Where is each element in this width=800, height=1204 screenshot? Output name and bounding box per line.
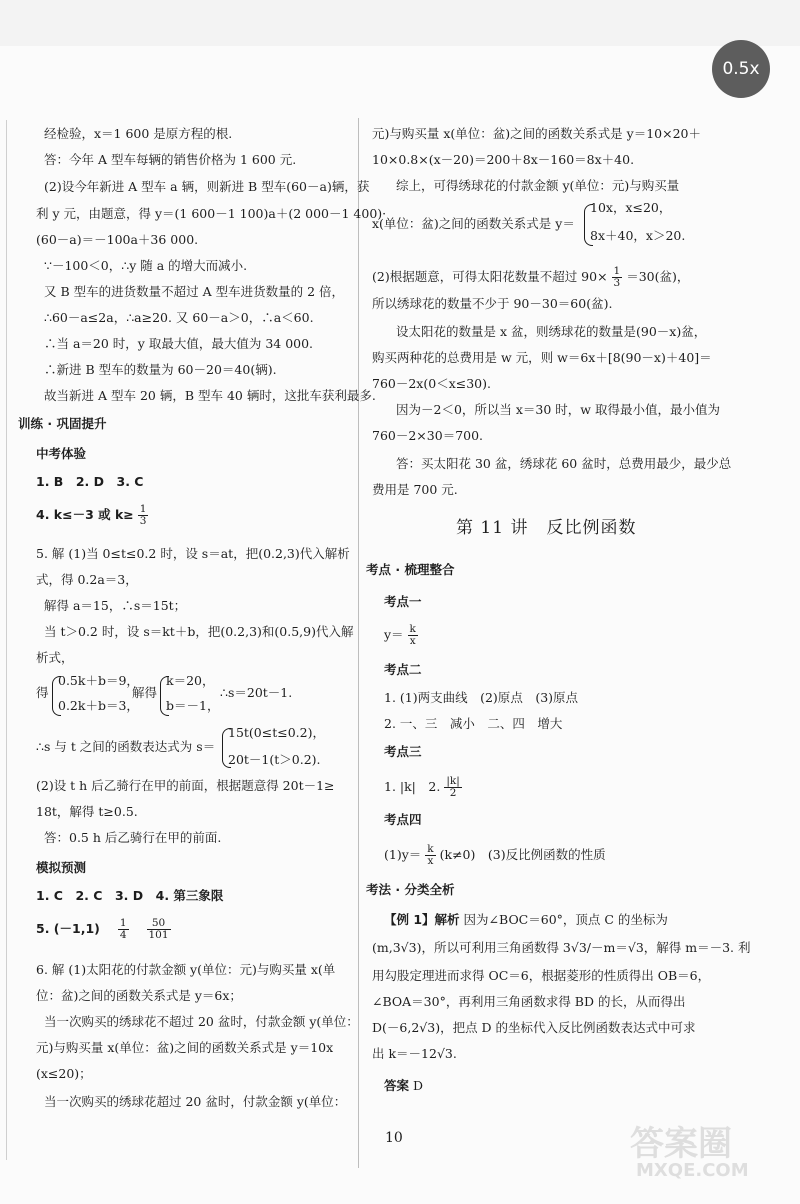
- text-line: 元)与购买量 x(单位：盆)之间的函数关系式是 y＝10x: [36, 1040, 334, 1055]
- text-span: ＝30(盆)，: [626, 269, 690, 284]
- text-line: [384, 912, 668, 928]
- equation: 10x，x≤20，: [590, 200, 672, 215]
- text-line: 760－2×30＝700.: [372, 428, 484, 443]
- text-line: 设太阳花的数量是 x 盆，则绣球花的数量是(90－x)盆，: [396, 324, 707, 339]
- text-span: 1. |k| 2.: [384, 779, 441, 794]
- answer-label: 答案: [384, 1078, 410, 1093]
- answer-line: 1. C 2. C 3. D 4. 第三象限: [36, 888, 224, 903]
- answer-line: [36, 504, 148, 527]
- text-line: 答：今年 A 型车每辆的销售价格为 1 600 元.: [44, 152, 297, 167]
- text-line: ∴60－a≤2a，∴a≥20. 又 60－a＞0，∴a＜60.: [44, 310, 314, 325]
- viewer-topbar: [0, 0, 800, 46]
- text-line: 18t，解得 t≥0.5.: [36, 804, 138, 819]
- text-line: 解得: [132, 685, 158, 700]
- answer-value: D: [413, 1078, 424, 1093]
- text-line: ∴s 与 t 之间的函数表达式为 s＝: [36, 739, 216, 754]
- text-line: 解得 a＝15，∴s＝15t；: [44, 598, 187, 613]
- text-line: ∴当 a＝20 时，y 取最大值，最大值为 34 000.: [44, 336, 314, 351]
- answer-text: 4. k≤－3 或 k≥: [36, 507, 134, 522]
- text-line: (2)设 t h 后乙骑行在甲的前面，根据题意得 20t－1≥: [36, 778, 335, 793]
- fraction: $\frac{k}{x}$: [409, 623, 416, 647]
- text-line: 购买两种花的总费用是 w 元，则 w＝6x＋[8(90－x)＋40]＝: [372, 350, 712, 365]
- text-line: 10×0.8×(x－20)＝200＋8x－160＝8x＋40.: [372, 152, 635, 167]
- text-line: 故当新进 A 型车 20 辆，B 型车 40 辆时，这批车获利最多.: [44, 388, 376, 403]
- text-line: (m,3√3)，所以可利用三角函数得 3√3/－m＝√3，解得 m＝－3. 利: [372, 940, 751, 955]
- watermark-site: MXQE.COM: [636, 1160, 749, 1181]
- text-line: 用勾股定理进而求得 OC＝6，根据菱形的性质得出 OB＝6，: [372, 968, 711, 983]
- text-line: ∴新进 B 型车的数量为 60－20＝40(辆).: [44, 362, 277, 377]
- text-line: 760－2x(0＜x≤30).: [372, 376, 491, 391]
- lecture-title: 第 11 讲 反比例函数: [456, 518, 637, 538]
- fraction: $\frac{1}{3}$: [613, 265, 621, 289]
- text-span: y＝: [384, 627, 404, 642]
- fraction: $\frac{1}{3}$: [139, 503, 147, 527]
- equation: 0.5k＋b＝9，: [58, 673, 139, 688]
- answer-line: [36, 918, 171, 941]
- text-line: 式，得 0.2a＝3，: [36, 572, 138, 587]
- fraction: $\frac{|k|}{2}$: [446, 775, 460, 799]
- example-tag: 【例 1】解析: [384, 912, 460, 927]
- text-span: (1)y＝: [384, 847, 422, 862]
- text-line: 经检验，x＝1 600 是原方程的根.: [44, 126, 233, 141]
- fraction: $\frac{50}{101}$: [148, 917, 169, 941]
- subsection-heading: 考点三: [384, 744, 422, 759]
- text-span: (k≠0) (3)反比例函数的性质: [439, 847, 606, 862]
- subsection-heading: 考点二: [384, 662, 422, 677]
- subsection-heading: 模拟预测: [36, 860, 87, 875]
- formula-line: [384, 624, 418, 647]
- subsection-heading: 中考体验: [36, 446, 87, 461]
- document-page: [0, 100, 800, 1204]
- answer-line: [384, 1078, 423, 1094]
- text-line: ∠BOA＝30°，再利用三角函数求得 BD 的长，从而得出: [372, 994, 686, 1009]
- text-line: (2)设今年新进 A 型车 a 辆，则新进 B 型车(60－a)辆，获: [44, 179, 370, 194]
- text-line: 利 y 元，由题意，得 y＝(1 600－1 100)a＋(2 000－1 400)·: [36, 206, 387, 221]
- text-line: ∵－100＜0，∴y 随 a 的增大而减小.: [44, 258, 248, 273]
- text-line: (60－a)＝－100a＋36 000.: [36, 232, 199, 247]
- text-line: 元)与购买量 x(单位：盆)之间的函数关系式是 y＝10×20＋: [372, 126, 701, 141]
- text-line: 当一次购买的绣球花不超过 20 盆时，付款金额 y(单位：: [44, 1014, 359, 1029]
- equation: 0.2k＋b＝3，: [58, 698, 139, 713]
- text-line: 费用是 700 元.: [372, 482, 458, 497]
- text-span: 因为∠BOC＝60°，顶点 C 的坐标为: [463, 912, 668, 927]
- equation: 8x＋40，x＞20.: [590, 228, 686, 243]
- equation: 15t(0≤t≤0.2)，: [228, 725, 325, 740]
- watermark-logo: 答案圈: [630, 1124, 732, 1164]
- text-line: 得: [36, 685, 49, 700]
- text-line: ∴s＝20t－1.: [220, 685, 293, 700]
- fraction: $\frac{k}{x}$: [427, 843, 434, 867]
- section-heading: 考点 · 梳理整合: [366, 562, 455, 577]
- column-divider: [358, 118, 359, 1168]
- equation: k＝20，: [166, 673, 215, 688]
- zoom-badge[interactable]: 0.5x: [712, 40, 770, 98]
- fraction: $\frac{1}{4}$: [119, 917, 127, 941]
- text-line: D(－6,2√3)，把点 D 的坐标代入反比例函数表达式中可求: [372, 1020, 696, 1035]
- text-line: 位：盆)之间的函数关系式是 y＝6x；: [36, 988, 242, 1003]
- text-line: 析式，: [36, 650, 74, 665]
- text-line: 因为－2＜0，所以当 x＝30 时，w 取得最小值，最小值为: [396, 402, 720, 417]
- text-line: 答：买太阳花 30 盆，绣球花 60 盆时，总费用最少，最少总: [396, 456, 732, 471]
- text-line: 当一次购买的绣球花超过 20 盆时，付款金额 y(单位：: [44, 1094, 347, 1109]
- text-line: 所以绣球花的数量不少于 90－30＝60(盆).: [372, 296, 613, 311]
- text-line: (x≤20)；: [36, 1066, 92, 1081]
- text-line: 当 t＞0.2 时，设 s＝kt＋b，把(0.2,3)和(0.5,9)代入解: [44, 624, 354, 639]
- text-line: 又 B 型车的进货数量不超过 A 型车进货数量的 2 倍，: [44, 284, 345, 299]
- text-line: 答：0.5 h 后乙骑行在甲的前面.: [44, 830, 222, 845]
- text-line: [372, 266, 689, 289]
- text-line: x(单位：盆)之间的函数关系式是 y＝: [372, 216, 575, 231]
- section-heading: 训练 · 巩固提升: [18, 416, 107, 431]
- text-span: (2)根据题意，可得太阳花数量不超过 90×: [372, 269, 608, 284]
- answer-text: 5. (－1,1): [36, 921, 100, 936]
- equation: 20t－1(t＞0.2).: [228, 752, 321, 767]
- text-line: 出 k＝－12√3.: [372, 1046, 457, 1061]
- text-line: 综上，可得绣球花的付款金额 y(单位：元)与购买量: [396, 178, 680, 193]
- answer-line: [384, 776, 462, 799]
- page-number: 10: [385, 1130, 403, 1146]
- text-line: 5. 解 (1)当 0≤t≤0.2 时，设 s＝at，把(0.2,3)代入解析: [36, 546, 350, 561]
- answer-line: [384, 844, 606, 867]
- left-margin-rule: [6, 120, 7, 1160]
- equation: b＝－1，: [166, 698, 220, 713]
- subsection-heading: 考点四: [384, 812, 422, 827]
- subsection-heading: 考点一: [384, 594, 422, 609]
- answer-line: 1. B 2. D 3. C: [36, 474, 144, 489]
- answer-line: 1. (1)两支曲线 (2)原点 (3)原点: [384, 690, 579, 705]
- section-heading: 考法 · 分类全析: [366, 882, 455, 897]
- text-line: 6. 解 (1)太阳花的付款金额 y(单位：元)与购买量 x(单: [36, 962, 336, 977]
- answer-line: 2. 一、三 减小 二、四 增大: [384, 716, 563, 731]
